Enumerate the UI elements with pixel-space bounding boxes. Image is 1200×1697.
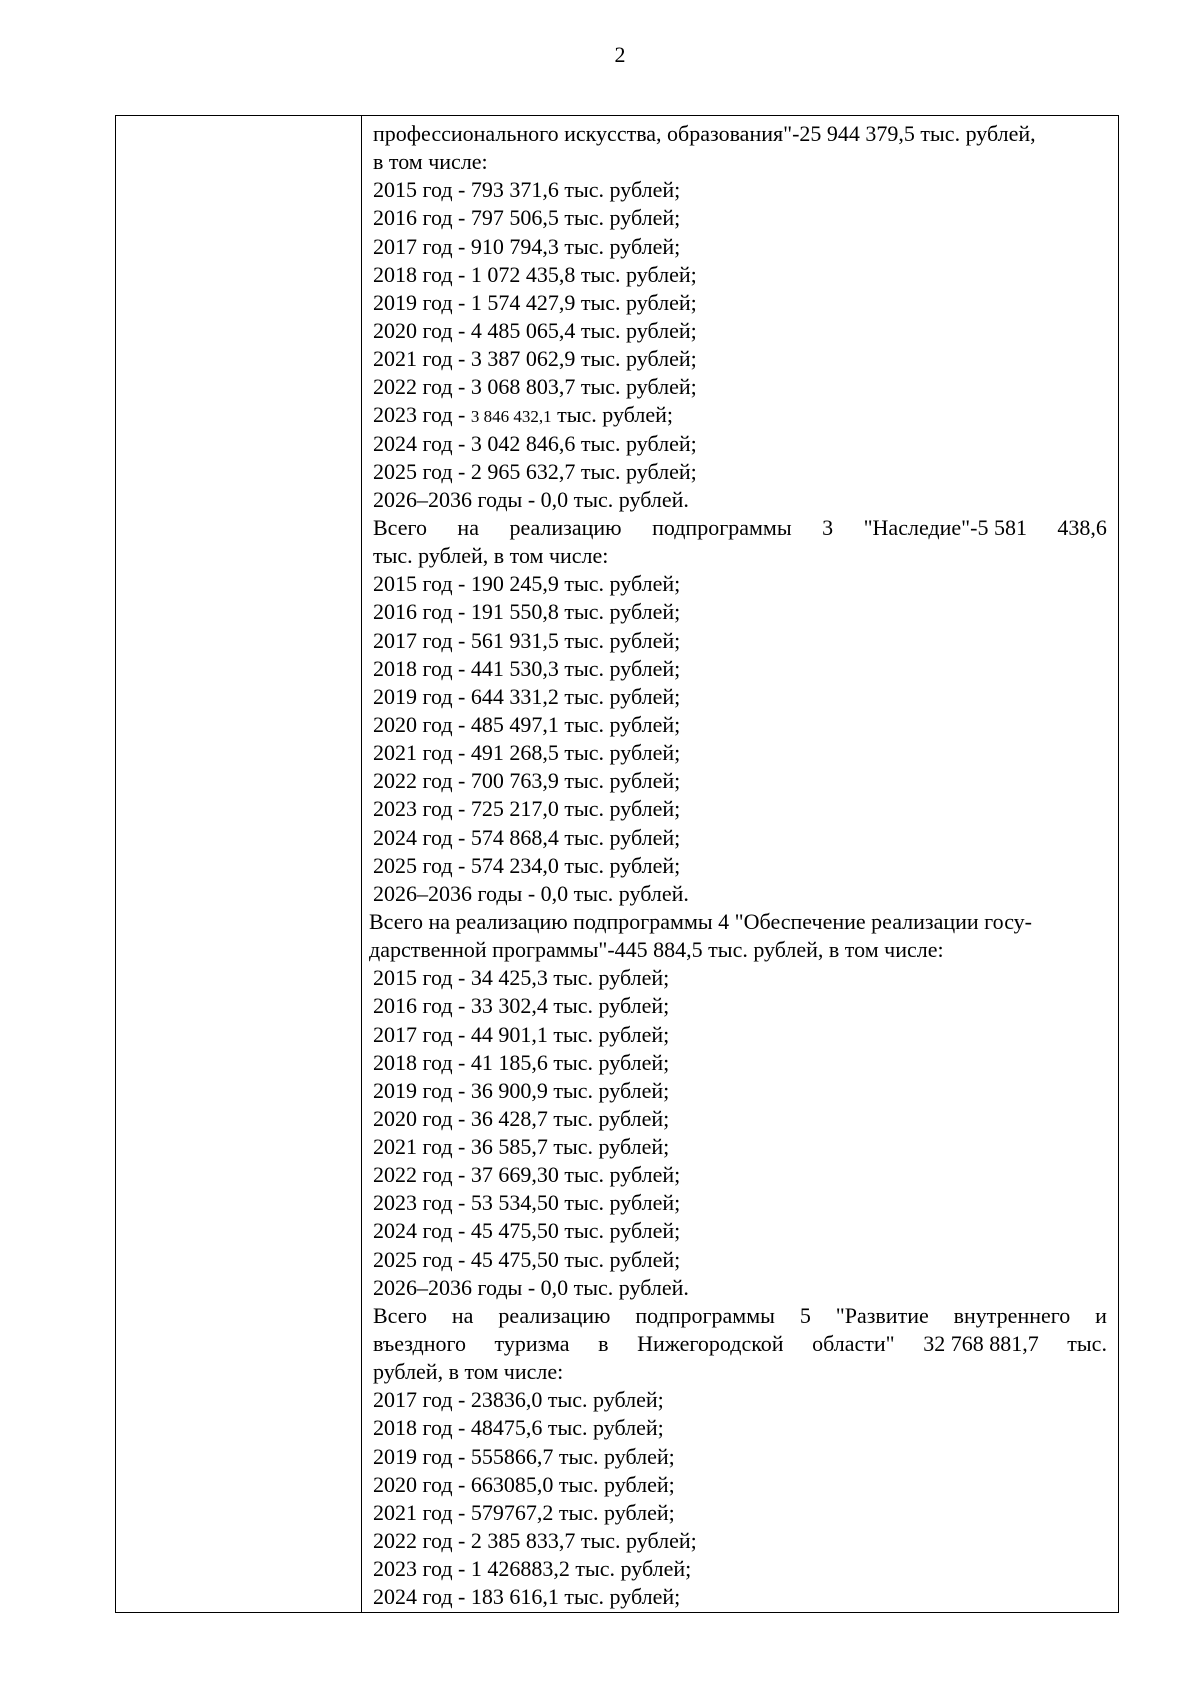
year-line: 2017 год - 44 901,1 тыс. рублей;	[373, 1021, 670, 1047]
year-amount: 3 846 432,1	[470, 407, 552, 427]
subprogram-4-heading: Всего на реализацию подпрограммы 4 "Обеспечение реализации госу-	[369, 908, 1033, 934]
word: в	[598, 1331, 609, 1357]
content-cell	[369, 120, 1107, 1611]
word: на	[451, 1302, 474, 1328]
word: туризма	[494, 1331, 570, 1357]
word: 438,6	[1057, 514, 1107, 540]
subprogram-3-heading	[369, 514, 1107, 542]
year-line: 2018 год - 1 072 435,8 тыс. рублей;	[373, 261, 697, 287]
year-line: 2019 год - 1 574 427,9 тыс. рублей;	[373, 289, 697, 315]
year-line: 2026–2036 годы - 0,0 тыс. рублей.	[373, 1274, 689, 1300]
year-line: 2023 год - 725 217,0 тыс. рублей;	[373, 796, 681, 822]
word: подпрограммы	[652, 514, 792, 540]
year-line: 2018 год - 48475,6 тыс. рублей;	[373, 1415, 664, 1441]
word: 32 768 881,7	[923, 1331, 1039, 1357]
page-number: 2	[614, 42, 626, 67]
year-line: 2020 год - 36 428,7 тыс. рублей;	[373, 1105, 670, 1131]
year-line: 2021 год - 491 268,5 тыс. рублей;	[373, 740, 681, 766]
word: Всего	[373, 1302, 427, 1328]
year-line: 2022 год - 37 669,30 тыс. рублей;	[373, 1162, 681, 1188]
subprogram-5-heading	[369, 1302, 1107, 1330]
year-line: 2016 год - 191 550,8 тыс. рублей;	[373, 599, 681, 625]
word: въездного	[373, 1331, 466, 1357]
text-line: дарственной программы"-445 884,5 тыс. рублей, в том числе:	[369, 937, 944, 963]
word: тыс.	[1067, 1331, 1107, 1357]
year-line: 2025 год - 574 234,0 тыс. рублей;	[373, 852, 681, 878]
year-line: 2015 год - 793 371,6 тыс. рублей;	[373, 177, 681, 203]
word: "Развитие	[835, 1302, 929, 1328]
year-line: 2021 год - 36 585,7 тыс. рублей;	[373, 1134, 670, 1160]
word: 3	[822, 514, 834, 540]
year-line: 2023 год - 53 534,50 тыс. рублей;	[373, 1190, 681, 1216]
word: 5	[799, 1302, 811, 1328]
word: на	[457, 514, 479, 540]
year-line: 2017 год - 23836,0 тыс. рублей;	[373, 1387, 664, 1413]
year-line: 2016 год - 797 506,5 тыс. рублей;	[373, 205, 681, 231]
document-table	[115, 115, 1119, 1613]
year-line: 2025 год - 2 965 632,7 тыс. рублей;	[373, 458, 697, 484]
text-line: тыс. рублей, в том числе:	[373, 543, 609, 569]
word: реализацию	[509, 514, 622, 540]
word: области"	[812, 1331, 895, 1357]
year-line: 2016 год - 33 302,4 тыс. рублей;	[373, 993, 670, 1019]
year-line: 2020 год - 663085,0 тыс. рублей;	[373, 1471, 675, 1497]
year-line: 2020 год - 485 497,1 тыс. рублей;	[373, 711, 681, 737]
word: "Наследие"-5 581	[863, 514, 1027, 540]
text-line: в том числе:	[373, 149, 488, 175]
year-line: 2024 год - 183 616,1 тыс. рублей;	[373, 1584, 681, 1610]
year-line: 2021 год - 579767,2 тыс. рублей;	[373, 1499, 675, 1525]
text-line: рублей, в том числе:	[373, 1359, 564, 1385]
year-line: 2022 год - 2 385 833,7 тыс. рублей;	[373, 1528, 697, 1554]
year-line: 2019 год - 555866,7 тыс. рублей;	[373, 1443, 675, 1469]
year-line: 2021 год - 3 387 062,9 тыс. рублей;	[373, 346, 697, 372]
word: подпрограммы	[635, 1302, 775, 1328]
year-label: 2023 год -	[373, 402, 471, 428]
year-line: 2020 год - 4 485 065,4 тыс. рублей;	[373, 317, 697, 343]
year-line: 2023 год - 1 426883,2 тыс. рублей;	[373, 1556, 692, 1582]
year-line: 2022 год - 700 763,9 тыс. рублей;	[373, 768, 681, 794]
year-line: 2025 год - 45 475,50 тыс. рублей;	[373, 1246, 681, 1272]
text-line: профессионального искусства, образования"-25 944 379,5 тыс. рублей,	[373, 121, 1036, 146]
year-line: 2017 год - 561 931,5 тыс. рублей;	[373, 627, 681, 653]
year-line: 2024 год - 574 868,4 тыс. рублей;	[373, 824, 681, 850]
word: Всего	[373, 514, 427, 540]
word: реализацию	[498, 1302, 611, 1328]
year-line: 2026–2036 годы - 0,0 тыс. рублей.	[373, 880, 689, 906]
year-line: 2019 год - 36 900,9 тыс. рублей;	[373, 1077, 670, 1103]
word: и	[1095, 1302, 1107, 1328]
year-unit: тыс. рублей;	[551, 402, 673, 428]
year-line	[369, 401, 1107, 429]
year-line: 2018 год - 441 530,3 тыс. рублей;	[373, 655, 681, 681]
year-line: 2024 год - 3 042 846,6 тыс. рублей;	[373, 430, 697, 456]
word: внутреннего	[953, 1302, 1071, 1328]
subprogram-5-heading-line-2	[369, 1330, 1107, 1358]
word: Нижегородской	[637, 1331, 784, 1357]
year-line: 2024 год - 45 475,50 тыс. рублей;	[373, 1218, 681, 1244]
year-line: 2018 год - 41 185,6 тыс. рублей;	[373, 1049, 670, 1075]
column-divider	[361, 116, 362, 1612]
year-line: 2015 год - 34 425,3 тыс. рублей;	[373, 965, 670, 991]
year-line: 2022 год - 3 068 803,7 тыс. рублей;	[373, 374, 697, 400]
year-line: 2015 год - 190 245,9 тыс. рублей;	[373, 571, 681, 597]
year-line: 2017 год - 910 794,3 тыс. рублей;	[373, 233, 681, 259]
year-line: 2026–2036 годы - 0,0 тыс. рублей.	[373, 486, 689, 512]
year-line: 2019 год - 644 331,2 тыс. рублей;	[373, 683, 681, 709]
